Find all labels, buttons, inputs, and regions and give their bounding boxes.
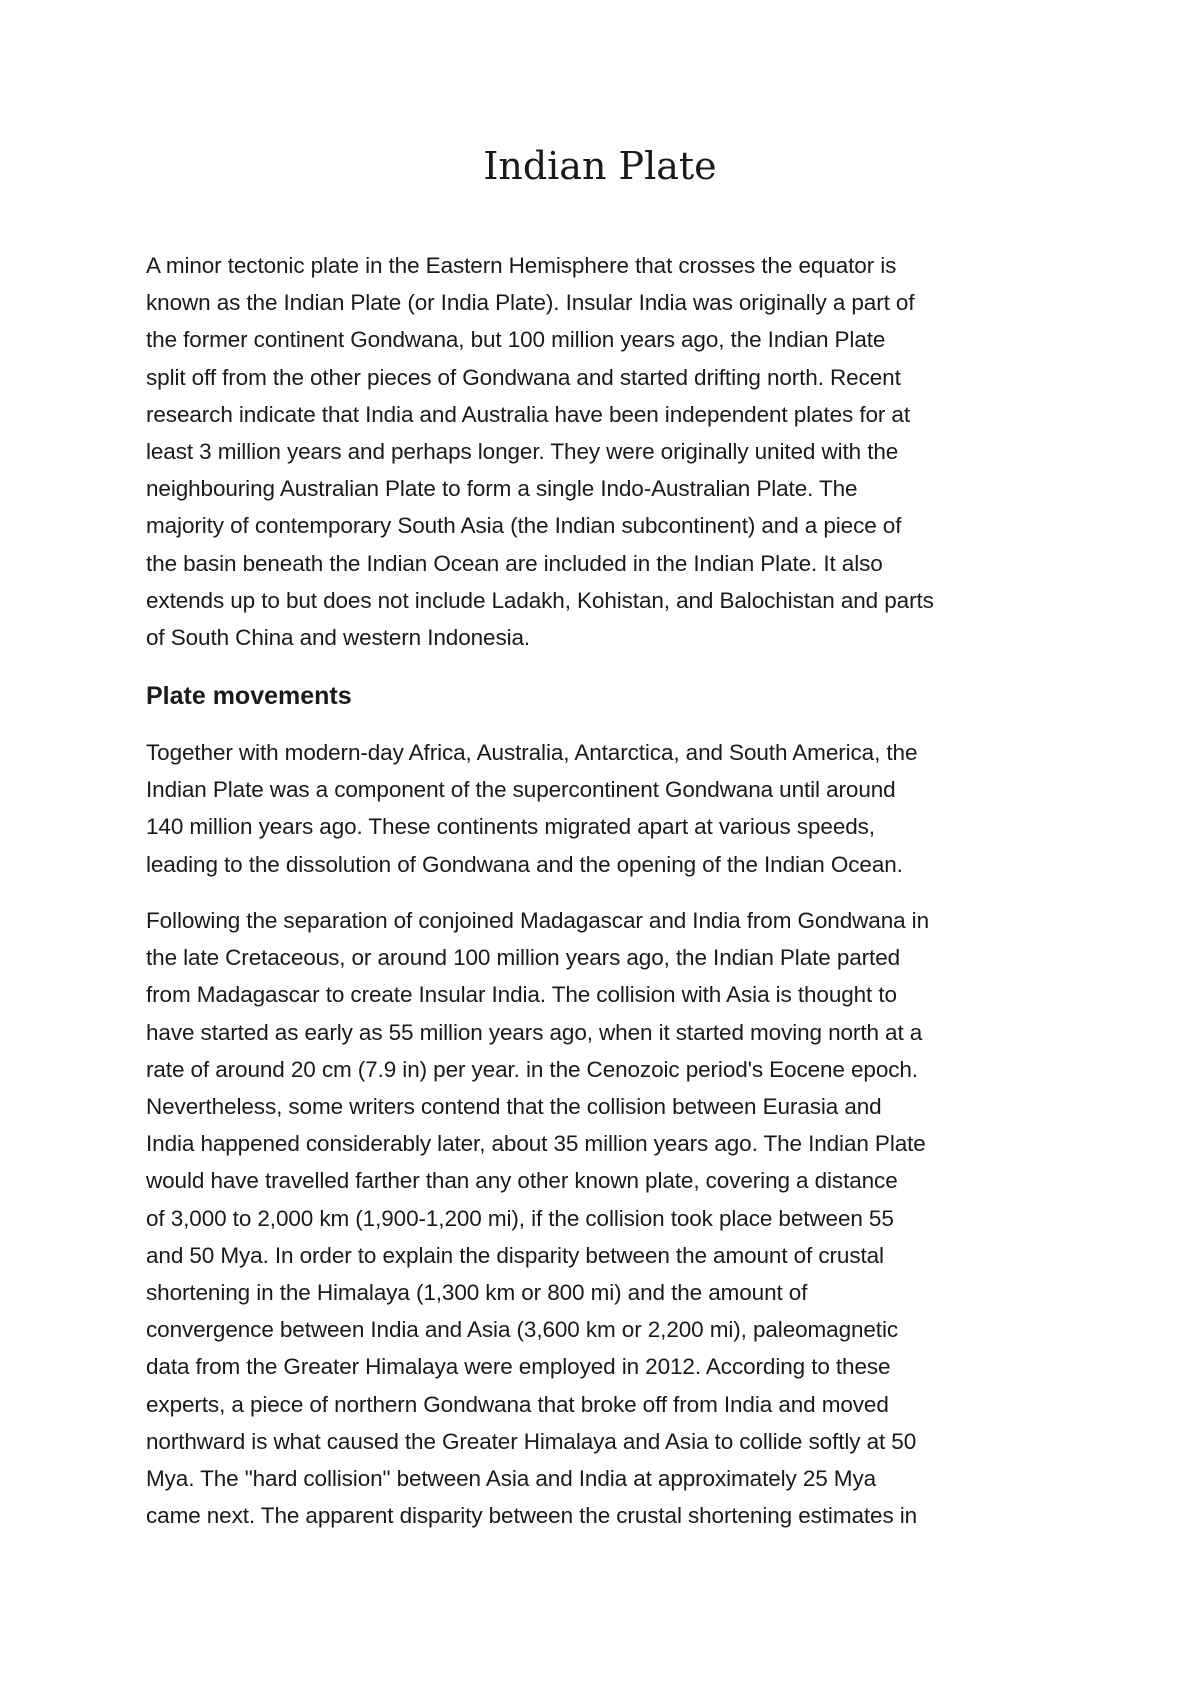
paragraph-line: came next. The apparent disparity between the crustal shortening estimates in — [146, 1503, 918, 1529]
paragraph-line: experts, a piece of northern Gondwana that broke off from India and moved — [146, 1391, 889, 1417]
paragraph-line: of 3,000 to 2,000 km (1,900-1,200 mi), if the collision took place between 55 — [146, 1205, 894, 1231]
intro-line: majority of contemporary South Asia (the Indian subcontinent) and a piece of — [146, 513, 902, 539]
intro-line: least 3 million years and perhaps longer. They were originally united with the — [146, 439, 899, 465]
intro-line: research indicate that India and Australia have been independent plates for at — [146, 401, 910, 427]
intro-line: of South China and western Indonesia. — [146, 625, 531, 651]
paragraph-line: from Madagascar to create Insular India. The collision with Asia is thought to — [146, 982, 897, 1008]
paragraph-line: shortening in the Himalaya (1,300 km or 800 mi) and the amount of — [146, 1280, 808, 1306]
paragraph-line: convergence between India and Asia (3,600 km or 2,200 mi), paleomagnetic — [146, 1317, 899, 1343]
paragraph-line: rate of around 20 cm (7.9 in) per year. in the Cenozoic period's Eocene epoch. — [146, 1056, 918, 1082]
intro-paragraph — [146, 247, 1066, 656]
paragraph-line: and 50 Mya. In order to explain the disparity between the amount of crustal — [146, 1242, 884, 1268]
paragraph-line: Mya. The "hard collision" between Asia and India at approximately 25 Mya — [146, 1466, 877, 1492]
intro-line: A minor tectonic plate in the Eastern Hemisphere that crosses the equator is — [146, 253, 897, 278]
intro-line: extends up to but does not include Ladakh, Kohistan, and Balochistan and parts — [146, 587, 934, 613]
paragraph-line: Nevertheless, some writers contend that the collision between Eurasia and — [146, 1094, 882, 1120]
intro-line: neighbouring Australian Plate to form a single Indo-Australian Plate. The — [146, 476, 858, 502]
paragraph-line: have started as early as 55 million years ago, when it started moving north at a — [146, 1019, 923, 1045]
plate-movements-paragraph-1 — [146, 734, 1066, 883]
paragraph-line: the late Cretaceous, or around 100 million years ago, the Indian Plate parted — [146, 945, 901, 971]
document-title: Indian Plate — [483, 144, 717, 188]
intro-line: the basin beneath the Indian Ocean are included in the Indian Plate. It also — [146, 550, 883, 576]
paragraph-line: would have travelled farther than any other known plate, covering a distance — [146, 1168, 898, 1194]
plate-movements-paragraph-2 — [146, 902, 1066, 1534]
intro-line: the former continent Gondwana, but 100 million years ago, the Indian Plate — [146, 327, 886, 353]
paragraph-line: Following the separation of conjoined Madagascar and India from Gondwana in — [146, 908, 929, 933]
intro-line: known as the Indian Plate (or India Plate). Insular India was originally a part of — [146, 290, 915, 316]
section-heading: Plate movements — [146, 682, 352, 710]
paragraph-line: leading to the dissolution of Gondwana and the opening of the Indian Ocean. — [146, 851, 903, 877]
paragraph-line: 140 million years ago. These continents migrated apart at various speeds, — [146, 814, 875, 840]
intro-line: split off from the other pieces of Gondwana and started drifting north. Recent — [146, 364, 901, 390]
paragraph-line: Together with modern-day Africa, Australia, Antarctica, and South America, the — [146, 740, 918, 765]
paragraph-line: northward is what caused the Greater Himalaya and Asia to collide softly at 50 — [146, 1428, 917, 1454]
paragraph-line: data from the Greater Himalaya were employed in 2012. According to these — [146, 1354, 891, 1380]
paragraph-line: Indian Plate was a component of the supercontinent Gondwana until around — [146, 777, 896, 803]
paragraph-line: India happened considerably later, about 35 million years ago. The Indian Plate — [146, 1131, 926, 1157]
